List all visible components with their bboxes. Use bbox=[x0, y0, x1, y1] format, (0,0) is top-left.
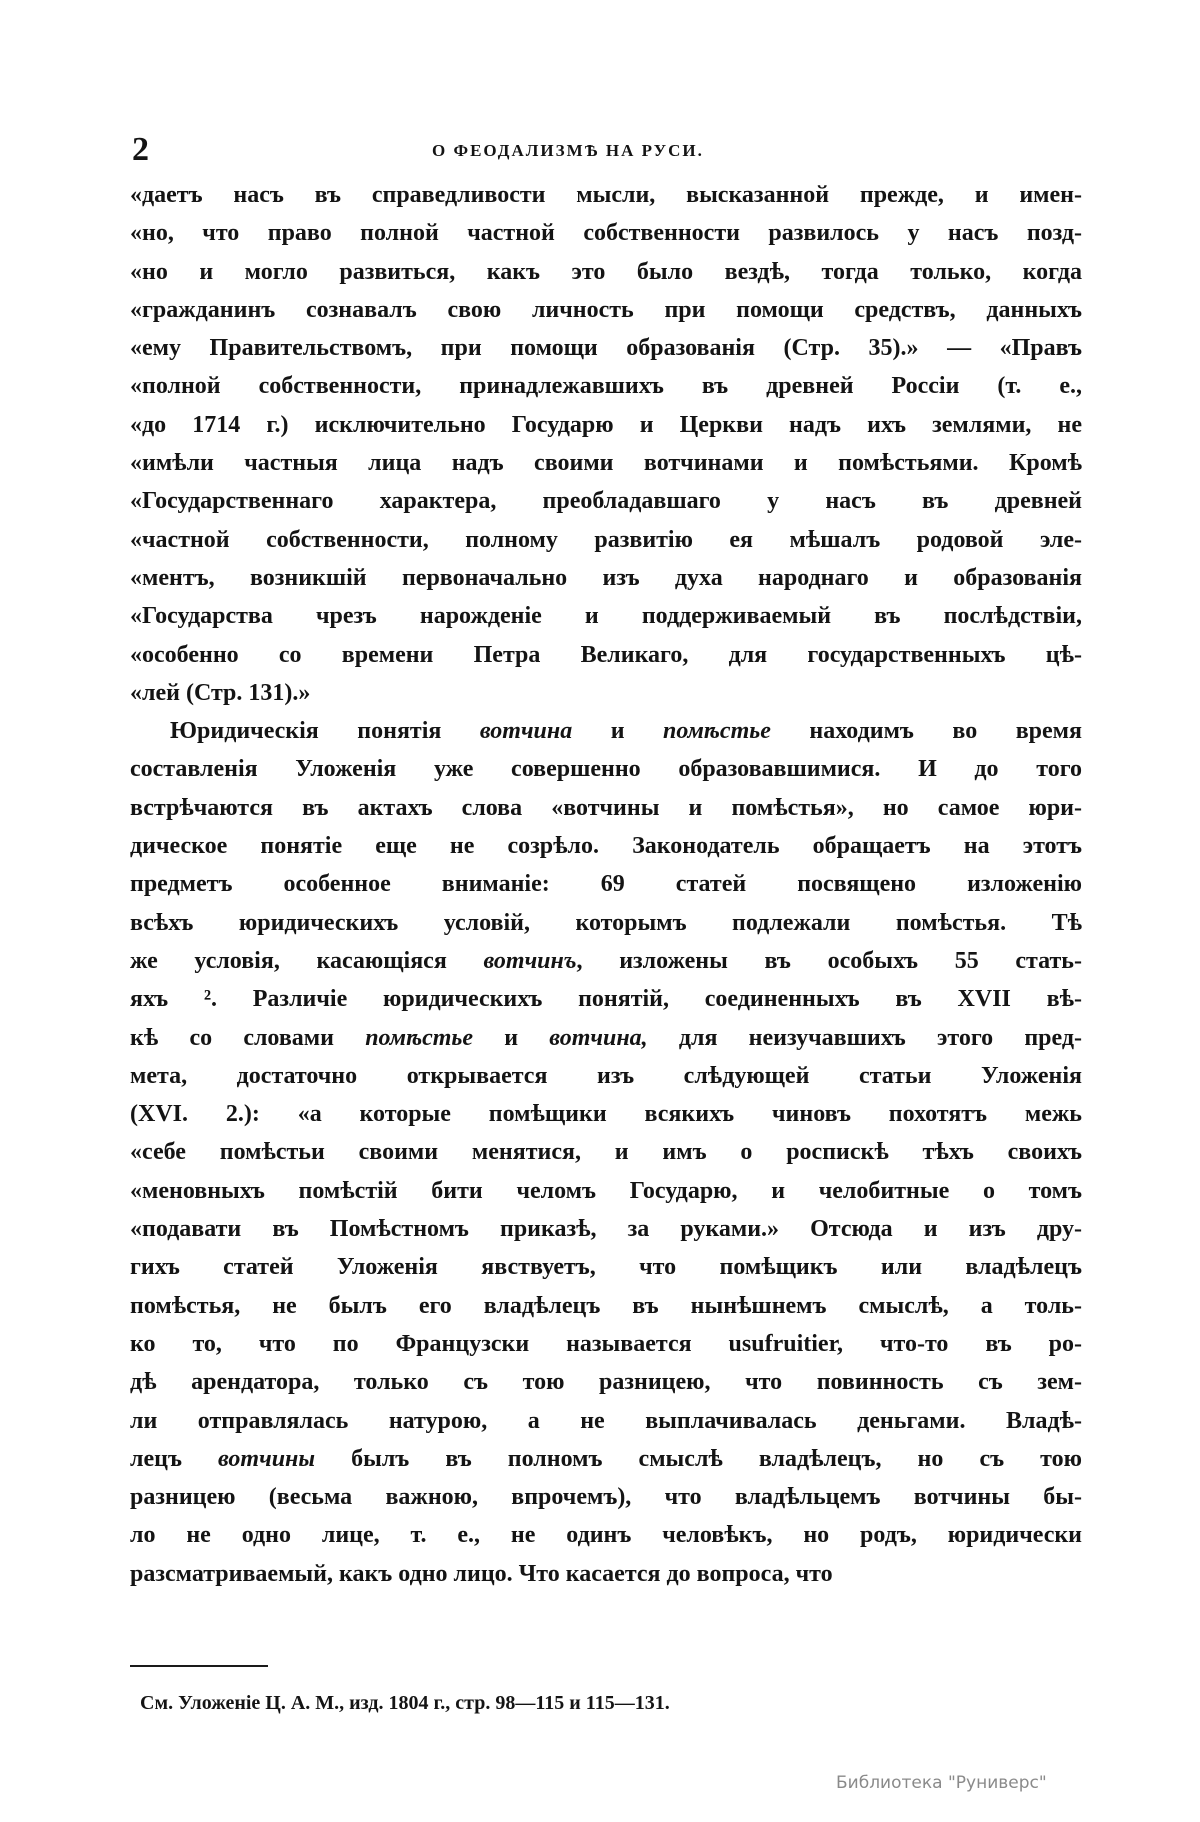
text-line: всѣхъ юридическихъ условій, которымъ подлежали помѣстья. Тѣ bbox=[130, 909, 1082, 936]
text-line: «имѣли частныя лица надъ своими вотчинами и помѣстьями. Кромѣ bbox=[130, 450, 1082, 477]
text-line: «гражданинъ сознавалъ свою личность при помощи средствъ, данныхъ bbox=[130, 296, 1082, 323]
text-line: «ему Правительствомъ, при помощи образованія (Стр. 35).» — «Правъ bbox=[130, 335, 1082, 362]
text-line: составленія Уложенія уже совершенно образовавшимися. И до того bbox=[130, 756, 1082, 783]
text-line: «Государства чрезъ нарожденіе и поддерживаемый въ послѣдствіи, bbox=[130, 603, 1082, 630]
text-line: разницею (весьма важною, впрочемъ), что владѣльцемъ вотчины бы- bbox=[130, 1484, 1082, 1511]
text-line: яхъ ². Различіе юридическихъ понятій, соединенныхъ въ XVII вѣ- bbox=[130, 986, 1082, 1013]
text-line: «меновныхъ помѣстій бити челомъ Государю, и челобитные о томъ bbox=[130, 1177, 1082, 1204]
text-line: ло не одно лице, т. е., не одинъ человѣкъ, но родъ, юридически bbox=[130, 1522, 1082, 1549]
text-line: гихъ статей Уложенія явствуетъ, что помѣщикъ или владѣлецъ bbox=[130, 1254, 1082, 1281]
text-line: «полной собственности, принадлежавшихъ въ древней Россіи (т. е., bbox=[130, 373, 1082, 400]
text-line: «но и могло развиться, какъ это было вездѣ, тогда только, когда bbox=[130, 258, 1082, 285]
text-line: разсматриваемый, какъ одно лицо. Что касается до вопроса, что bbox=[130, 1560, 833, 1587]
text-line: дическое понятіе еще не созрѣло. Законодатель обращаетъ на этотъ bbox=[130, 833, 1082, 860]
text-line: «особенно со времени Петра Великаго, для государственныхъ цѣ- bbox=[130, 641, 1082, 668]
text-line: «лей (Стр. 131).» bbox=[130, 679, 311, 706]
text-line: помѣстья, не былъ его владѣлецъ въ нынѣшнемъ смыслѣ, а толь- bbox=[130, 1292, 1082, 1319]
text-line: «подавати въ Помѣстномъ приказѣ, за руками.» Отсюда и изъ дру- bbox=[130, 1216, 1082, 1243]
text-line: лецъ вотчины былъ въ полномъ смыслѣ владѣлецъ, но съ тою bbox=[130, 1445, 1082, 1472]
text-line: предметъ особенное вниманіе: 69 статей посвящено изложенію bbox=[130, 871, 1082, 898]
text-line: «частной собственности, полному развитію ея мѣшалъ родовой эле- bbox=[130, 526, 1082, 553]
body-text bbox=[130, 176, 1082, 1593]
running-title: О ФЕОДАЛИЗМѢ НА РУСИ. bbox=[432, 141, 704, 160]
text-line: «даетъ насъ въ справедливости мысли, высказанной прежде, и имен- bbox=[130, 182, 1082, 208]
text-line: ко то, что по Французски называется usufruitier, что-то въ ро- bbox=[130, 1330, 1082, 1357]
footnote: См. Уложеніе Ц. А. М., изд. 1804 г., стр. 98—115 и 115—131. bbox=[140, 1692, 670, 1714]
text-line: (XVI. 2.): «а которые помѣщики всякихъ чиновъ похотятъ межь bbox=[130, 1101, 1082, 1128]
text-line: «Государственнаго характера, преобладавшаго у насъ въ древней bbox=[130, 488, 1082, 515]
text-line: мета, достаточно открывается изъ слѣдующей статьи Уложенія bbox=[130, 1062, 1082, 1089]
text-line: кѣ со словами помѣстье и вотчина, для неизучавшихъ этого пред- bbox=[130, 1024, 1082, 1051]
text-line: встрѣчаются въ актахъ слова «вотчины и помѣстья», но самое юри- bbox=[130, 794, 1082, 821]
text-line: «себе помѣстьи своими менятися, и имъ о роспискѣ тѣхъ своихъ bbox=[130, 1139, 1082, 1166]
text-line: «но, что право полной частной собственности развилось у насъ позд- bbox=[130, 220, 1082, 247]
text-line: Юридическія понятія вотчина и помѣстье находимъ во время bbox=[170, 718, 1082, 745]
page-header bbox=[132, 130, 1082, 170]
footnote-divider bbox=[130, 1665, 268, 1667]
text-line: ли отправлялась натурою, а не выплачивалась деньгами. Владѣ- bbox=[130, 1407, 1082, 1434]
text-line: дѣ арендатора, только съ тою разницею, что повинность съ зем- bbox=[130, 1369, 1082, 1396]
text-line: «до 1714 г.) исключительно Государю и Церкви надъ ихъ землями, не bbox=[130, 411, 1082, 438]
page-number: 2 bbox=[132, 131, 149, 168]
library-watermark: Библиотека "Руниверс" bbox=[836, 1773, 1047, 1793]
text-line: же условія, касающіяся вотчинъ, изложены въ особыхъ 55 стать- bbox=[130, 947, 1082, 974]
text-line: «ментъ, возникшій первоначально изъ духа народнаго и образованія bbox=[130, 564, 1082, 591]
